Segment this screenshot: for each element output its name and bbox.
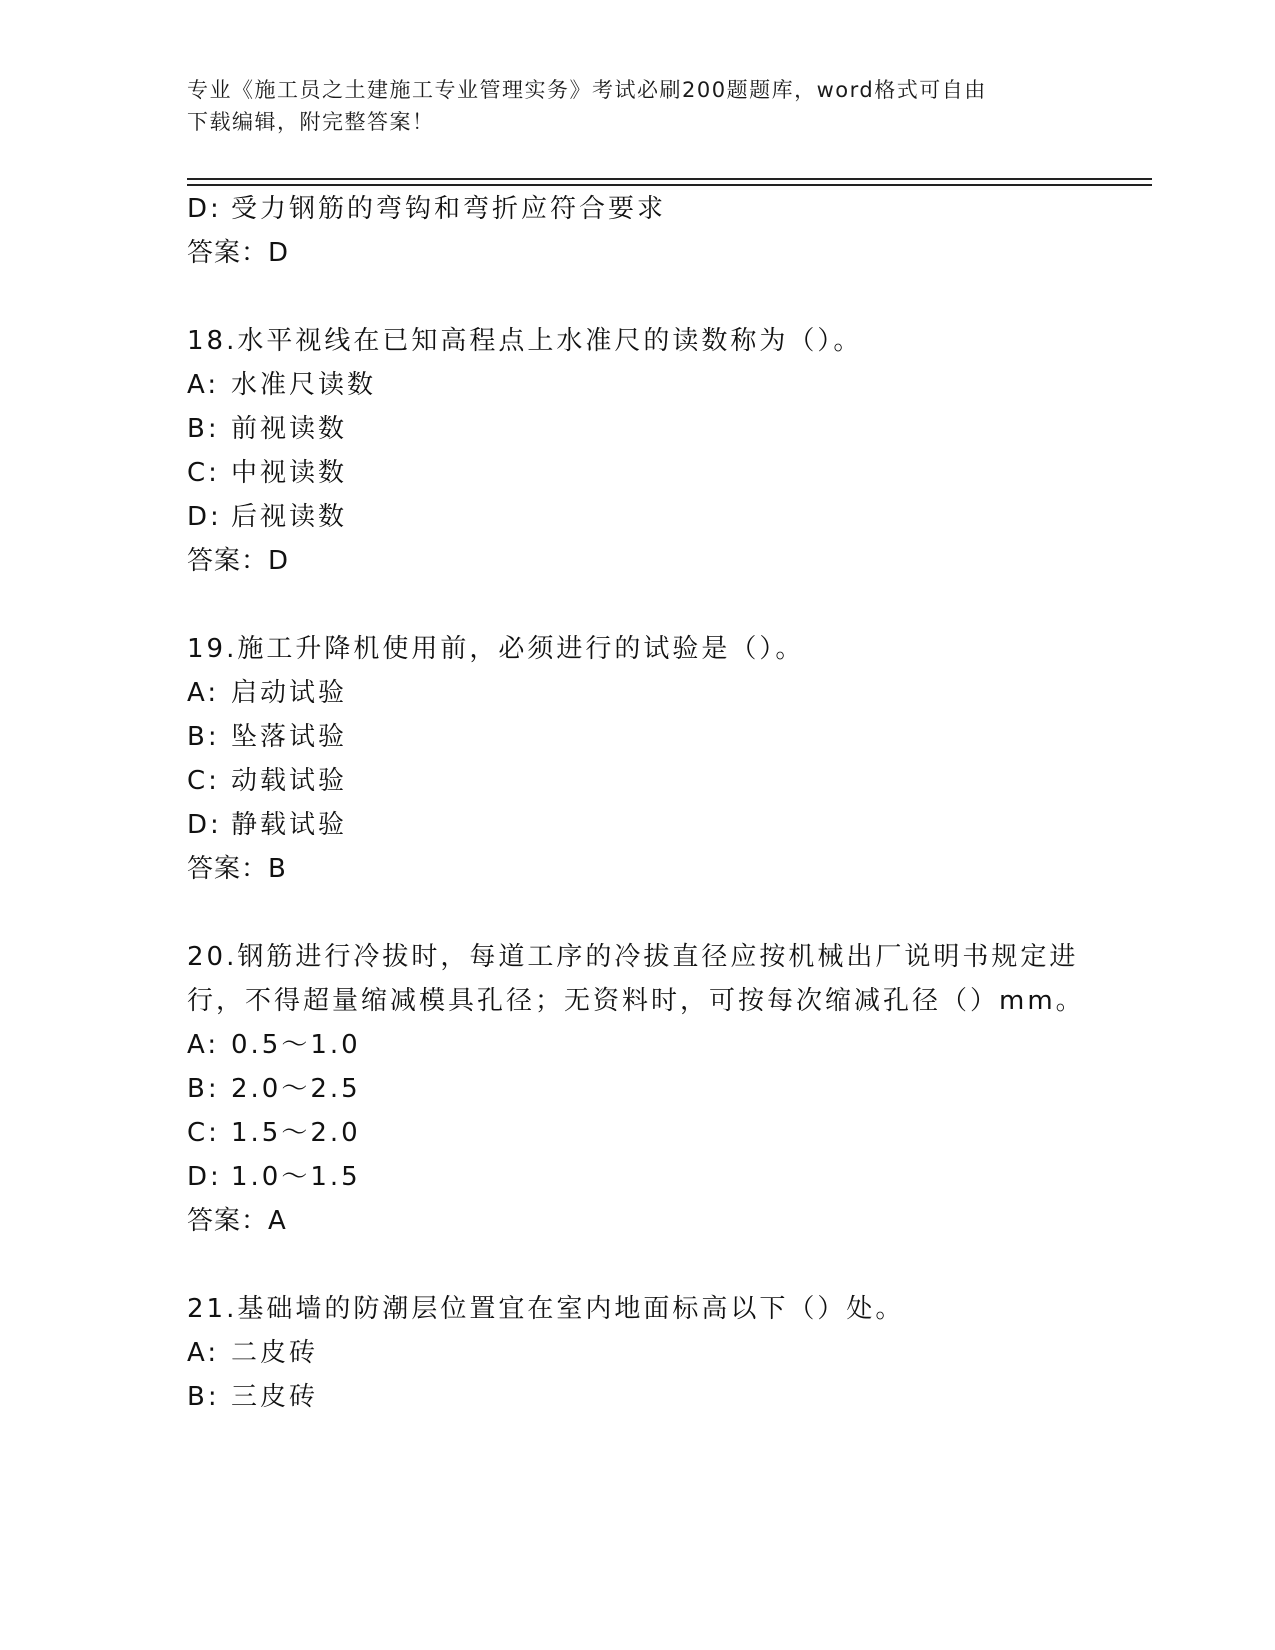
question-19-option-b xyxy=(187,720,347,754)
option-label: B: xyxy=(187,414,220,444)
option-text: 受力钢筋的弯钩和弯折应符合要求 xyxy=(231,194,667,224)
option-text: 静载试验 xyxy=(231,810,348,840)
option-label: A: xyxy=(187,678,220,708)
option-text: 前视读数 xyxy=(231,414,348,444)
question-18-option-b xyxy=(187,412,347,446)
option-label: C: xyxy=(187,766,220,796)
option-text: 动载试验 xyxy=(231,766,348,796)
option-text: 坠落试验 xyxy=(231,722,348,752)
answer-prev: 答案：D xyxy=(187,238,290,268)
question-21-option-a xyxy=(187,1336,318,1370)
option-label: A: xyxy=(187,370,220,400)
question-21-stem: 21.基础墙的防潮层位置宜在室内地面标高以下（）处。 xyxy=(187,1294,905,1324)
option-label: B: xyxy=(187,1074,220,1104)
option-text: 三皮砖 xyxy=(231,1382,319,1412)
question-18-stem: 18.水平视线在已知高程点上水准尺的读数称为（）。 xyxy=(187,326,863,356)
question-20-option-a xyxy=(187,1028,361,1062)
option-text: 2.0～2.5 xyxy=(231,1074,361,1104)
header-rule-bottom xyxy=(187,184,1152,186)
option-text: 中视读数 xyxy=(231,458,348,488)
header-line-1: 专业《施工员之土建施工专业管理实务》考试必刷200题题库，word格式可自由 xyxy=(187,78,987,102)
question-19-option-a xyxy=(187,676,347,710)
question-19-option-c xyxy=(187,764,347,798)
question-19-stem: 19.施工升降机使用前，必须进行的试验是（）。 xyxy=(187,634,805,664)
option-label: B: xyxy=(187,1382,220,1412)
question-18-option-d xyxy=(187,500,347,534)
option-text: 启动试验 xyxy=(231,678,348,708)
question-20-option-c xyxy=(187,1116,361,1150)
question-20-answer: 答案：A xyxy=(187,1206,287,1236)
option-label: C: xyxy=(187,1118,220,1148)
option-label: D: xyxy=(187,194,222,224)
option-label: D: xyxy=(187,1162,222,1192)
option-label: A: xyxy=(187,1030,220,1060)
question-20-stem-line-1: 20.钢筋进行冷拔时，每道工序的冷拔直径应按机械出厂说明书规定进 xyxy=(187,942,1079,972)
document-header xyxy=(187,74,1067,138)
option-text: 水准尺读数 xyxy=(231,370,377,400)
question-18-option-a xyxy=(187,368,376,402)
option-label: D: xyxy=(187,810,222,840)
option-label: B: xyxy=(187,722,220,752)
question-18-answer: 答案：D xyxy=(187,546,290,576)
option-d-prev xyxy=(187,192,666,226)
header-rule-top xyxy=(187,178,1152,180)
header-line-2: 下载编辑，附完整答案！ xyxy=(187,110,435,134)
question-20-option-d xyxy=(187,1160,361,1194)
option-text: 二皮砖 xyxy=(231,1338,319,1368)
option-text: 0.5～1.0 xyxy=(231,1030,361,1060)
option-label: D: xyxy=(187,502,222,532)
question-19-answer: 答案：B xyxy=(187,854,287,884)
option-text: 后视读数 xyxy=(231,502,348,532)
question-20-stem-line-2: 行，不得超量缩减模具孔径；无资料时，可按每次缩减孔径（）mm。 xyxy=(187,986,1085,1016)
option-label: C: xyxy=(187,458,220,488)
question-18-option-c xyxy=(187,456,347,490)
option-text: 1.5～2.0 xyxy=(231,1118,361,1148)
question-19-option-d xyxy=(187,808,347,842)
question-21-option-b xyxy=(187,1380,318,1414)
question-20-option-b xyxy=(187,1072,361,1106)
option-text: 1.0～1.5 xyxy=(231,1162,361,1192)
option-label: A: xyxy=(187,1338,220,1368)
